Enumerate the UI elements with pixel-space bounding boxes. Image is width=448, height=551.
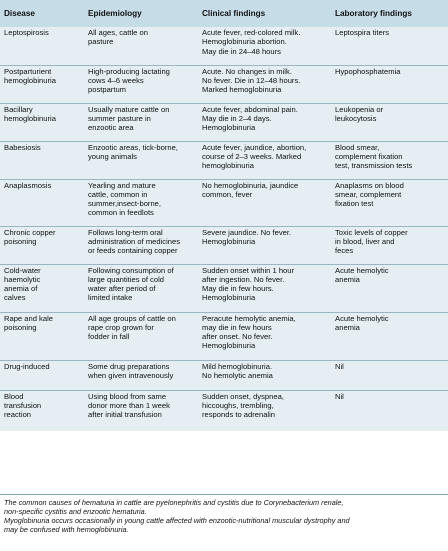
cell-text-line: reaction [4,410,32,420]
table-row [0,27,448,65]
header-disease: Disease [0,0,84,27]
cell-text-line: Leptospira titers [335,28,390,37]
cell-text-line: poisoning [4,322,37,332]
clinical-findings-cell [198,27,331,65]
disease-cell [0,27,84,65]
cell-text-line: Hemoglobinuria [202,123,256,133]
cell-text-line: May die in few hours. [202,284,274,294]
cell-text-line: Severe jaundice. No fever. [202,227,292,237]
laboratory-findings-cell [331,103,448,141]
disease-cell [0,65,84,103]
cell-text-line: after ingestion. No fever. [202,274,285,284]
table-row [0,103,448,141]
cell-text-line: common, fever [202,189,253,199]
table-row [0,360,448,390]
epidemiology-cell [84,65,198,103]
clinical-findings-cell [198,390,331,431]
cell-text-line: No hemoglobinuria, jaundice [202,180,299,190]
cell-text-line: All ages, cattle on [88,28,148,37]
disease-cell [0,226,84,264]
header-epidemiology: Epidemiology [84,0,198,27]
cell-text-line: postpartum [88,85,126,95]
cell-text-line: cows 4–6 weeks [88,75,144,85]
cell-text-line: Some drug preparations [88,361,170,371]
epidemiology-cell [84,141,198,179]
cell-text-line: Hemoglobinuria abortion. [202,37,287,47]
cell-text-line: test, transmission tests [335,161,413,171]
cell-text-line: Cold-water [4,265,41,275]
cell-text-line: All age groups of cattle on [88,313,176,323]
cell-text-line: May die in 2–4 days. [202,113,272,123]
cell-text-line: Mild hemoglobinuria. [202,361,273,371]
epidemiology-cell [84,27,198,65]
cell-text-line: Blood smear, [335,142,380,152]
cell-text-line: leukocytosis [335,113,377,123]
cell-text-line: fodder in fall [88,332,130,342]
clinical-findings-cell [198,141,331,179]
cell-text-line: Hemoglobinuria [202,293,256,303]
cell-text-line: hemoglobinuria [4,75,56,85]
header-clinical-findings: Clinical findings [198,0,331,27]
cell-text-line: Hypophosphatemia [335,66,401,76]
laboratory-findings-cell [331,264,448,312]
cell-text-line: hiccoughs, trembling, [202,400,274,410]
footnote-line: non-specific cystitis and enzootic hematuria. [4,507,147,517]
cell-text-line: Hemoglobinuria [202,236,256,246]
cell-text-line: Usually mature cattle on [88,104,170,114]
cell-text-line: Sudden onset, dyspnea, [202,391,284,401]
laboratory-findings-cell [331,312,448,360]
cell-text-line: Follows long-term oral [88,227,163,237]
cell-text-line: Anaplasmosis [4,180,52,190]
cell-text-line: Blood [4,391,24,401]
cell-text-line: Postparturient [4,66,52,76]
cell-text-line: Leukopenia or [335,104,384,114]
cell-text-line: Following consumption of [88,265,174,275]
clinical-findings-cell [198,264,331,312]
cell-text-line: after onset. No fever. [202,332,273,342]
cell-text-line: Babesiosis [4,142,41,152]
cell-text-line: Nil [335,391,344,401]
table-row [0,141,448,179]
disease-cell [0,141,84,179]
cell-text-line: Acute fever, red-colored milk. [202,28,301,37]
disease-cell [0,360,84,390]
table-row [0,179,448,226]
table-body [0,27,448,431]
laboratory-findings-cell [331,179,448,226]
epidemiology-cell [84,226,198,264]
cell-text-line: summer pasture in [88,113,151,123]
clinical-findings-cell [198,103,331,141]
cell-text-line: pasture [88,37,114,47]
cell-text-line: limited intake [88,293,133,303]
epidemiology-cell [84,360,198,390]
cell-text-line: Acute hemolytic [335,313,389,323]
disease-cell [0,179,84,226]
cell-text-line: donor more than 1 week [88,400,170,410]
table-footnotes [0,494,448,551]
footnote-line: Myoglobinuria occurs occasionally in young cattle affected with enzootic-nutritional muscular dystrophy and [4,516,350,526]
cell-text-line: Acute fever, jaundice, abortion, [202,142,307,152]
cell-text-line: complement fixation [335,151,403,161]
cell-text-line: Leptospirosis [4,28,49,37]
cell-text-line: summer,insect-borne, [88,199,162,209]
cell-text-line: Rape and kale [4,313,53,323]
footnote-line: may be confused with hemoglobinuria. [4,525,129,535]
disease-cell [0,103,84,141]
cell-text-line: Yearling and mature [88,180,156,190]
cell-text-line: Acute hemolytic [335,265,389,275]
cell-text-line: cattle, common in [88,189,148,199]
laboratory-findings-cell [331,226,448,264]
clinical-findings-cell [198,179,331,226]
cell-text-line: Acute fever, abdominal pain. [202,104,298,114]
cell-text-line: hemoglobinuria [4,113,56,123]
clinical-findings-cell [198,312,331,360]
cell-text-line: administration of medicines [88,236,181,246]
cell-text-line: Drug-induced [4,361,50,371]
cell-text-line: course of 2–3 weeks. Marked [202,151,302,161]
cell-text-line: common in feedlots [88,208,154,218]
cell-text-line: High-producing lactating [88,66,170,76]
cell-text-line: water after period of [88,284,156,294]
cell-text-line: Bacillary [4,104,33,114]
cell-text-line: anemia [335,322,360,332]
cell-text-line: Nil [335,361,344,371]
cell-text-line: large quantities of cold [88,274,164,284]
cell-text-line: calves [4,293,26,303]
epidemiology-cell [84,312,198,360]
cell-text-line: anemia of [4,284,38,294]
cell-text-line: Acute. No changes in milk. [202,66,292,76]
disease-cell [0,390,84,431]
cell-text-line: Peracute hemolytic anemia, [202,313,296,323]
table-row [0,65,448,103]
cell-text-line: No fever. Die in 12–48 hours. [202,75,301,85]
cell-text-line: Sudden onset within 1 hour [202,265,295,275]
table-header-row [0,0,448,27]
cell-text-line: hemoglobinuria [202,161,254,171]
cell-text-line: fixation test [335,199,374,209]
laboratory-findings-cell [331,360,448,390]
cell-text-line: feces [335,246,354,256]
epidemiology-cell [84,103,198,141]
table-row [0,226,448,264]
cell-text-line: anemia [335,274,360,284]
laboratory-findings-cell [331,141,448,179]
clinical-findings-cell [198,226,331,264]
epidemiology-cell [84,179,198,226]
table-row [0,264,448,312]
cell-text-line: Toxic levels of copper [335,227,408,237]
table-row [0,312,448,360]
cell-text-line: Marked hemoglobinuria [202,85,282,95]
footnote-line: The common causes of hematuria in cattle are pyelonephritis and cystitis due to Corynebacterium renale, [4,498,344,507]
cell-text-line: responds to adrenalin [202,410,276,420]
disease-cell [0,312,84,360]
cell-text-line: after initial transfusion [88,410,162,420]
table-row [0,390,448,431]
cell-text-line: haemolytic [4,274,41,284]
cell-text-line: May die in 24–48 hours [202,46,281,56]
cell-text-line: may die in few hours [202,322,272,332]
cell-text-line: or feeds containing copper [88,246,178,256]
cell-text-line: poisoning [4,236,37,246]
cell-text-line: enzootic area [88,123,134,133]
clinical-findings-cell [198,360,331,390]
disease-cell [0,264,84,312]
cell-text-line: in blood, liver and [335,236,395,246]
cell-text-line: Hemoglobinuria [202,341,256,351]
epidemiology-cell [84,390,198,431]
cell-text-line: No hemolytic anemia [202,370,273,380]
cell-text-line: transfusion [4,400,42,410]
cell-text-line: young animals [88,151,137,161]
laboratory-findings-cell [331,65,448,103]
cell-text-line: Using blood from same [88,391,167,401]
cell-text-line: Enzootic areas, tick-borne, [88,142,178,152]
laboratory-findings-cell [331,27,448,65]
cell-text-line: Anaplasms on blood [335,180,404,190]
header-laboratory-findings: Laboratory findings [331,0,448,27]
cell-text-line: smear, complement [335,189,402,199]
epidemiology-cell [84,264,198,312]
laboratory-findings-cell [331,390,448,431]
cell-text-line: when given intravenously [88,370,174,380]
cell-text-line: Chronic copper [4,227,56,237]
clinical-findings-cell [198,65,331,103]
cell-text-line: rape crop grown for [88,322,154,332]
